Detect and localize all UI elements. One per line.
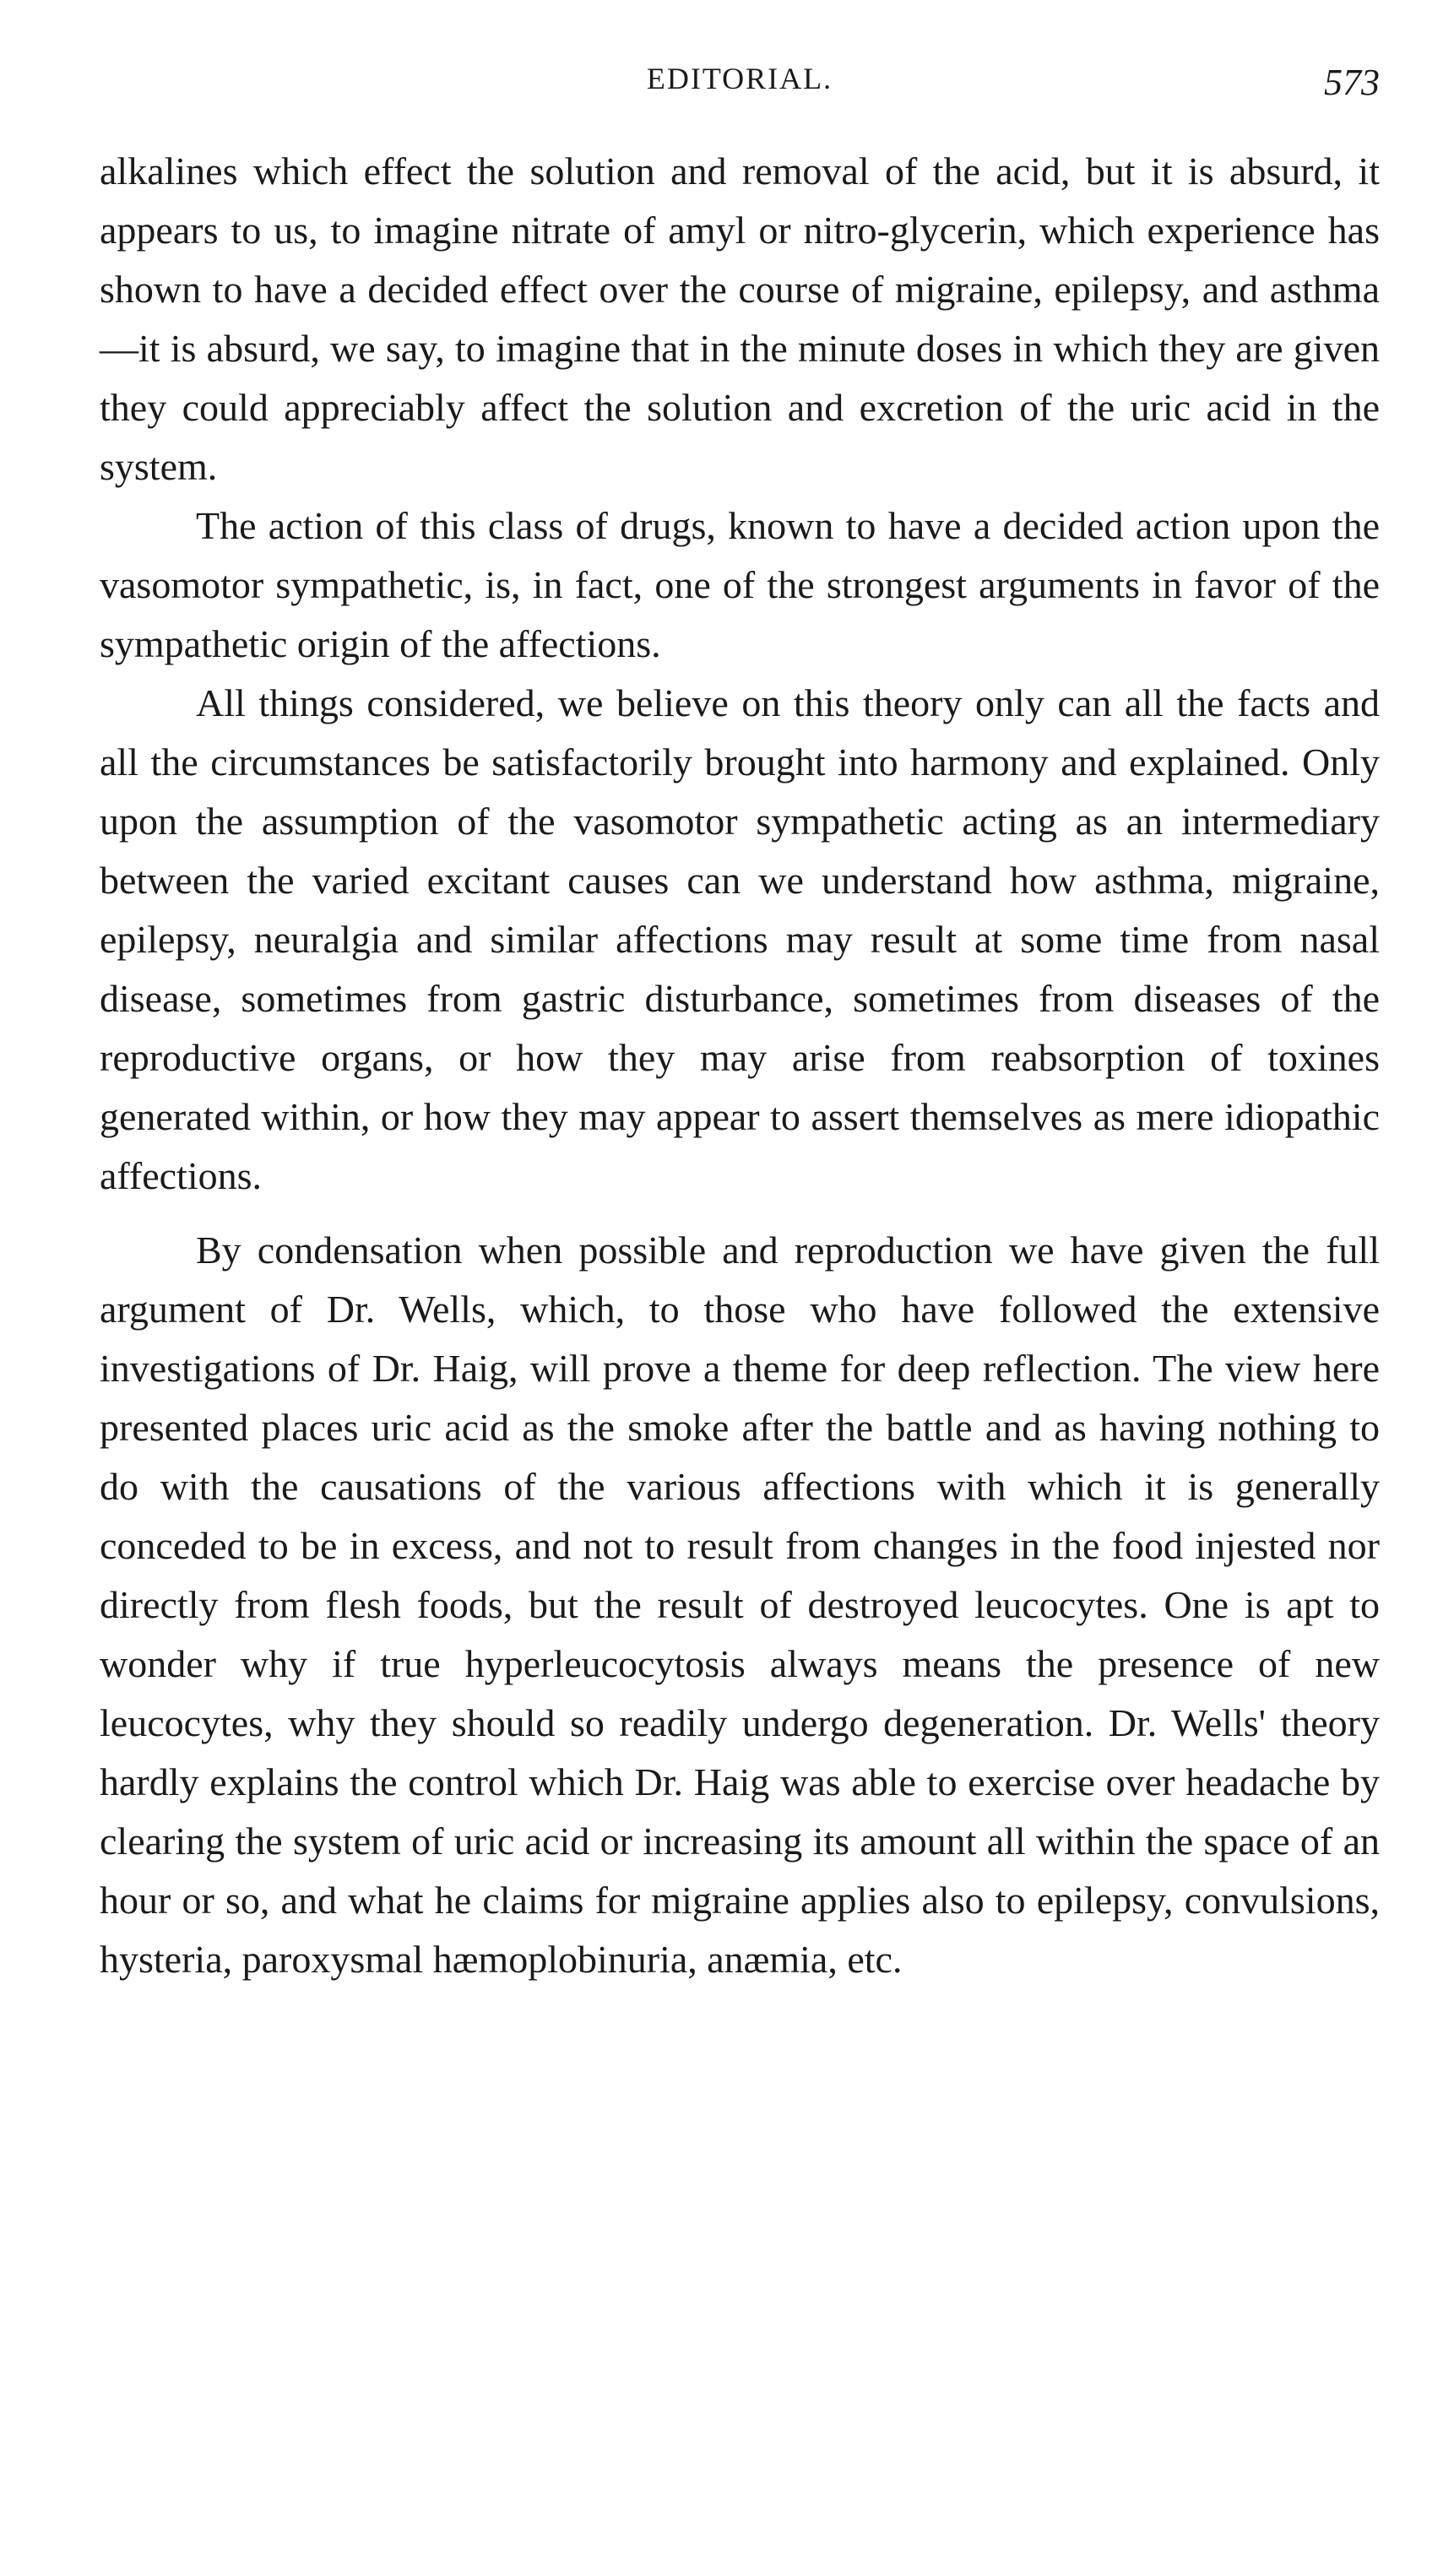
paragraph-drug-action: The action of this class of drugs, known to have a decided action upon the vasomotor sympathetic, is, in fact, one of the strongest arguments in favor of the sympathetic origin of the affections. bbox=[100, 504, 1380, 665]
running-title: EDITORIAL. bbox=[646, 62, 833, 95]
running-head bbox=[100, 61, 1380, 111]
paragraph-theory-conclusion: All things considered, we believe on this theory only can all the facts and all the circumstances be satisfactorily brought into harmony and explained. Only upon the assumption of the vasomotor sympathetic acting as an intermediary between the varied excitant causes can we understand how asthma, migraine, epilepsy, neuralgia and similar affections may result at some time from nasal disease, sometimes from gastric disturbance, sometimes from diseases of the reproductive organs, or how they may arise from reabsorption of toxines generated within, or how they may appear to assert themselves as mere idiopathic affections. bbox=[100, 681, 1380, 1197]
body-text bbox=[100, 142, 1380, 1989]
paragraph-editorial-comment: By condensation when possible and reproduction we have given the full argument of Dr. Wells, which, to those who have followed the extensive investigations of Dr. Haig, will prove a theme for deep reflection. The view here presented places uric acid as the smoke after the battle and as having nothing to do with the causations of the various affections with which it is generally conceded to be in excess, and not to result from changes in the food injested nor directly from flesh foods, but the result of destroyed leucocytes. One is apt to wonder why if true hyperleucocytosis always means the presence of new leucocytes, why they should so readily undergo degeneration. Dr. Wells' theory hardly explains the control which Dr. Haig was able to exercise over headache by clearing the system of uric acid or increasing its amount all within the space of an hour or so, and what he claims for migraine applies also to epilepsy, convulsions, hysteria, paroxysmal hæmoplobinuria, anæmia, etc. bbox=[100, 1228, 1380, 1981]
paragraph-continuation: alkalines which effect the solution and removal of the acid, but it is absurd, it appears to us, to imagine nitrate of amyl or nitro-glycerin, which experience has shown to have a decided effect over the course of migraine, epilepsy, and asthma—it is absurd, we say, to imagine that in the minute doses in which they are given they could appreciably affect the solution and excretion of the uric acid in the system. bbox=[100, 149, 1380, 488]
page-number: 573 bbox=[1324, 62, 1380, 103]
